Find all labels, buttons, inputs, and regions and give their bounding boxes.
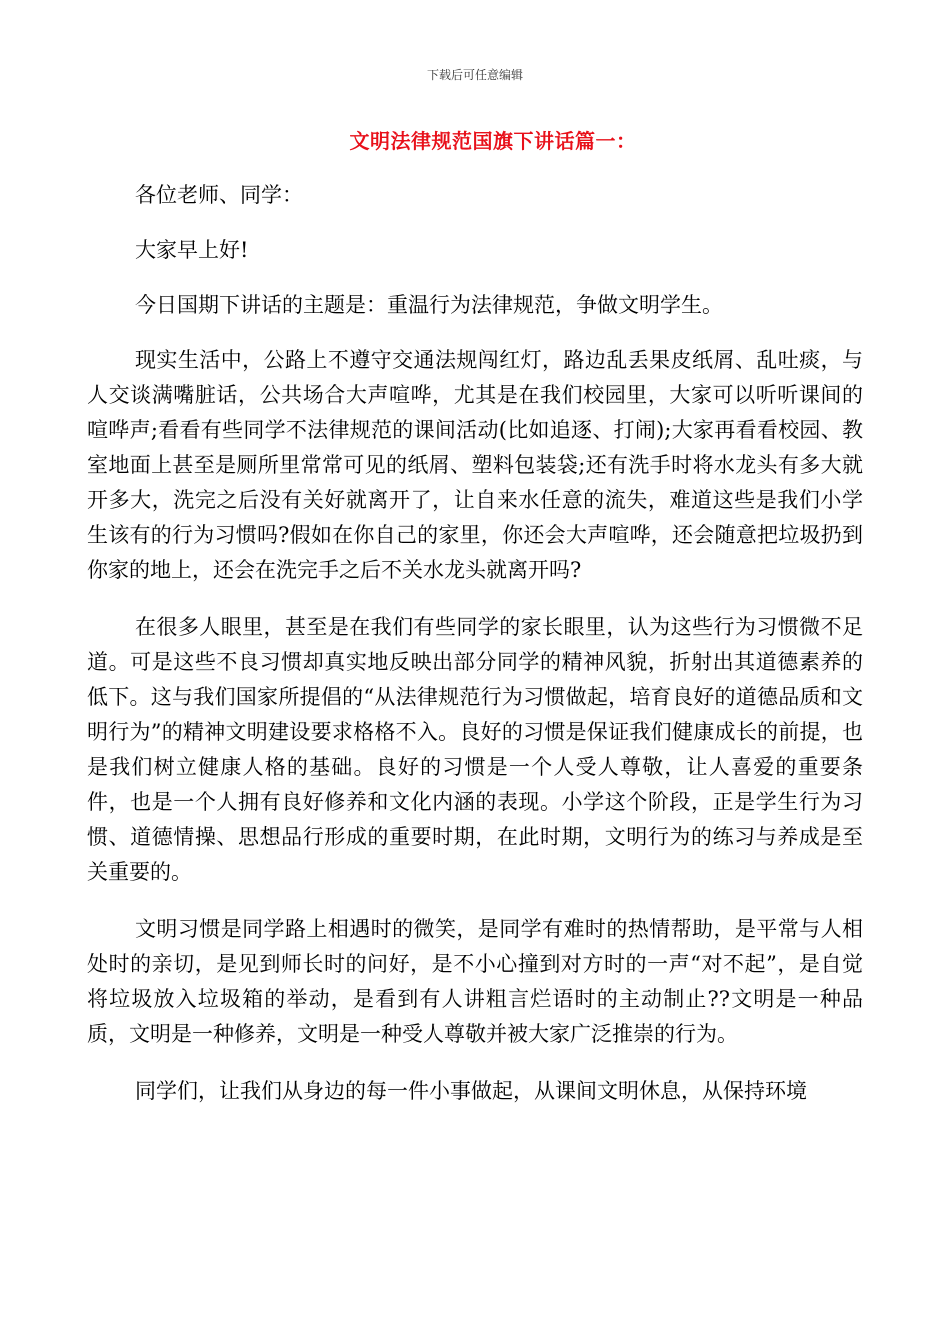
paragraph-body: 在很多人眼里，甚至是在我们有些同学的家长眼里，认为这些行为习惯微不足道。可是这些不良习惯却真实地反映出部分同学的精神风貌，折射出其道德素养的低下。这与我们国家所提倡的“从法律规范行为习惯做起，培育良好的道德品质和文明行为”的精神文明建设要求格格不入。良好的习惯是保证我们健康成长的前提，也是我们树立健康人格的基础。良好的习惯是一个人受人尊敬，让人喜爱的重要条件，也是一个人拥有良好修养和文化内涵的表现。小学这个阶段，正是学生行为习惯、道德情操、思想品行形成的重要时期，在此时期，文明行为的练习与养成是至关重要的。 (87, 615, 863, 884)
document-body (87, 178, 863, 1131)
header-note: 下载后可任意编辑 (426, 68, 523, 82)
document-title: 文明法律规范国旗下讲话篇一： (349, 129, 637, 153)
paragraph-greeting: 大家早上好! (135, 238, 249, 262)
paragraph-body: 文明习惯是同学路上相遇时的微笑，是同学有难时的热情帮助，是平常与人相处时的亲切，是见到师长时的问好，是不小心撞到对方时的一声“对不起”，是自觉将垃圾放入垃圾箱的举动，是看到有人讲粗言烂语时的主动制止??文明是一种品质，文明是一种修养，文明是一种受人尊敬并被大家广泛推崇的行为。 (87, 917, 863, 1046)
paragraph-body: 同学们，让我们从身边的每一件小事做起，从课间文明休息，从保持环境 (135, 1079, 807, 1103)
paragraph-body: 现实生活中，公路上不遵守交通法规闯红灯，路边乱丢果皮纸屑、乱吐痰，与人交谈满嘴脏话，公共场合大声喧哗，尤其是在我们校园里，大家可以听听课间的喧哗声;看看有些同学不法律规范的课间活动(比如追逐、打闹);大家再看看校园、教室地面上甚至是厕所里常常可见的纸屑、塑料包装袋;还有洗手时将水龙头有多大就开多大，洗完之后没有关好就离开了，让自来水任意的流失，难道这些是我们小学生该有的行为习惯吗?假如在你自己的家里，你还会大声喧哗，还会随意把垃圾扔到你家的地上，还会在洗完手之后不关水龙头就离开吗? (87, 348, 863, 582)
paragraph-salutation: 各位老师、同学： (135, 183, 303, 207)
paragraph-topic: 今日国期下讲话的主题是：重温行为法律规范，争做文明学生。 (135, 293, 723, 317)
